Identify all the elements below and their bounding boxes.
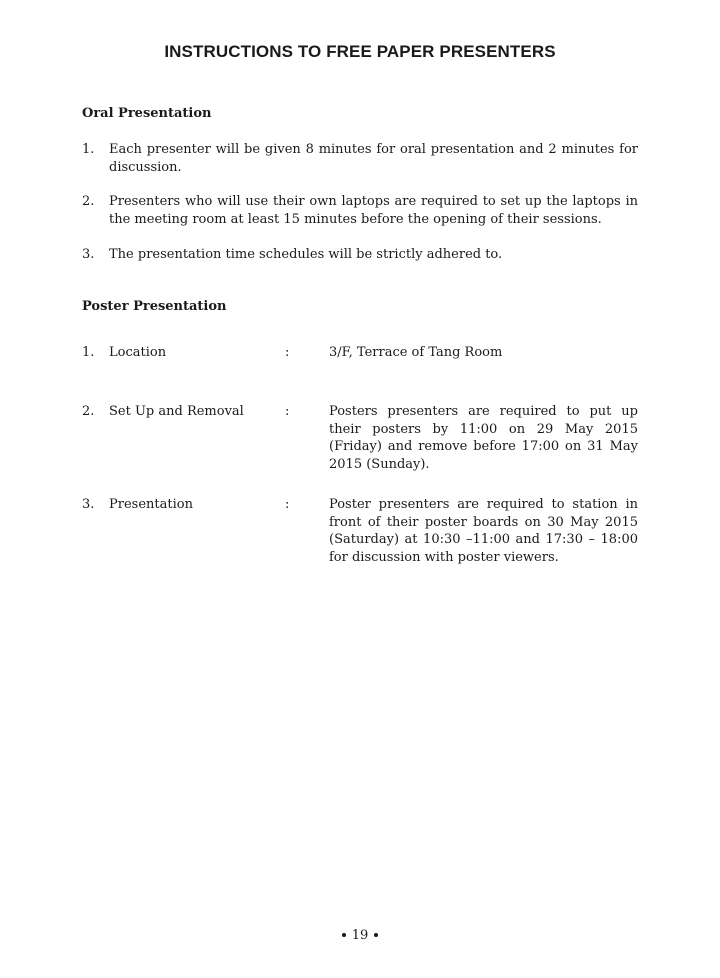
oral-item-1-number: 1. xyxy=(82,142,95,157)
page-number-text: 19 xyxy=(351,928,369,943)
poster-item-3-colon: : xyxy=(285,497,290,512)
bullet-icon xyxy=(342,933,346,937)
poster-item-2-value: Posters presenters are required to put up their posters by 11:00 on 29 May 2015 (Friday) and remove before 17:00 on 31 May 2015 (Sunday). xyxy=(329,404,638,472)
poster-item-1-label: Location xyxy=(109,345,167,360)
poster-item-1-number: 1. xyxy=(82,345,95,360)
oral-item-3-text: The presentation time schedules will be strictly adhered to. xyxy=(109,247,503,262)
poster-item-3-label: Presentation xyxy=(109,497,193,512)
oral-item-2-text: Presenters who will use their own laptops are required to set up the laptops in the meeting room at least 15 minutes before the opening of their sessions. xyxy=(109,194,638,227)
page-number xyxy=(0,928,720,943)
bullet-icon xyxy=(374,933,378,937)
poster-presentation-heading: Poster Presentation xyxy=(82,299,227,314)
oral-item-2-number: 2. xyxy=(82,194,95,209)
oral-item-2 xyxy=(82,193,638,228)
poster-item-3-number: 3. xyxy=(82,497,95,512)
oral-item-1 xyxy=(82,141,638,176)
poster-item-location xyxy=(82,344,638,362)
page-title: INSTRUCTIONS TO FREE PAPER PRESENTERS xyxy=(164,42,556,61)
oral-presentation-heading: Oral Presentation xyxy=(82,106,212,121)
oral-item-1-text: Each presenter will be given 8 minutes for oral presentation and 2 minutes for discussion. xyxy=(109,142,638,175)
poster-item-2-label: Set Up and Removal xyxy=(109,404,244,419)
poster-item-2-number: 2. xyxy=(82,404,95,419)
oral-item-3 xyxy=(82,246,638,264)
oral-item-3-number: 3. xyxy=(82,247,95,262)
poster-item-2-colon: : xyxy=(285,404,290,419)
poster-item-setup xyxy=(82,403,638,473)
poster-item-presentation xyxy=(82,496,638,566)
poster-item-1-value: 3/F, Terrace of Tang Room xyxy=(329,345,503,360)
poster-item-1-colon: : xyxy=(285,345,290,360)
poster-item-3-value: Poster presenters are required to station in front of their poster boards on 30 May 2015 (Saturday) at 10:30 –11:00 and 17:30 – 18:00 for discussion with poster viewers. xyxy=(329,497,638,565)
